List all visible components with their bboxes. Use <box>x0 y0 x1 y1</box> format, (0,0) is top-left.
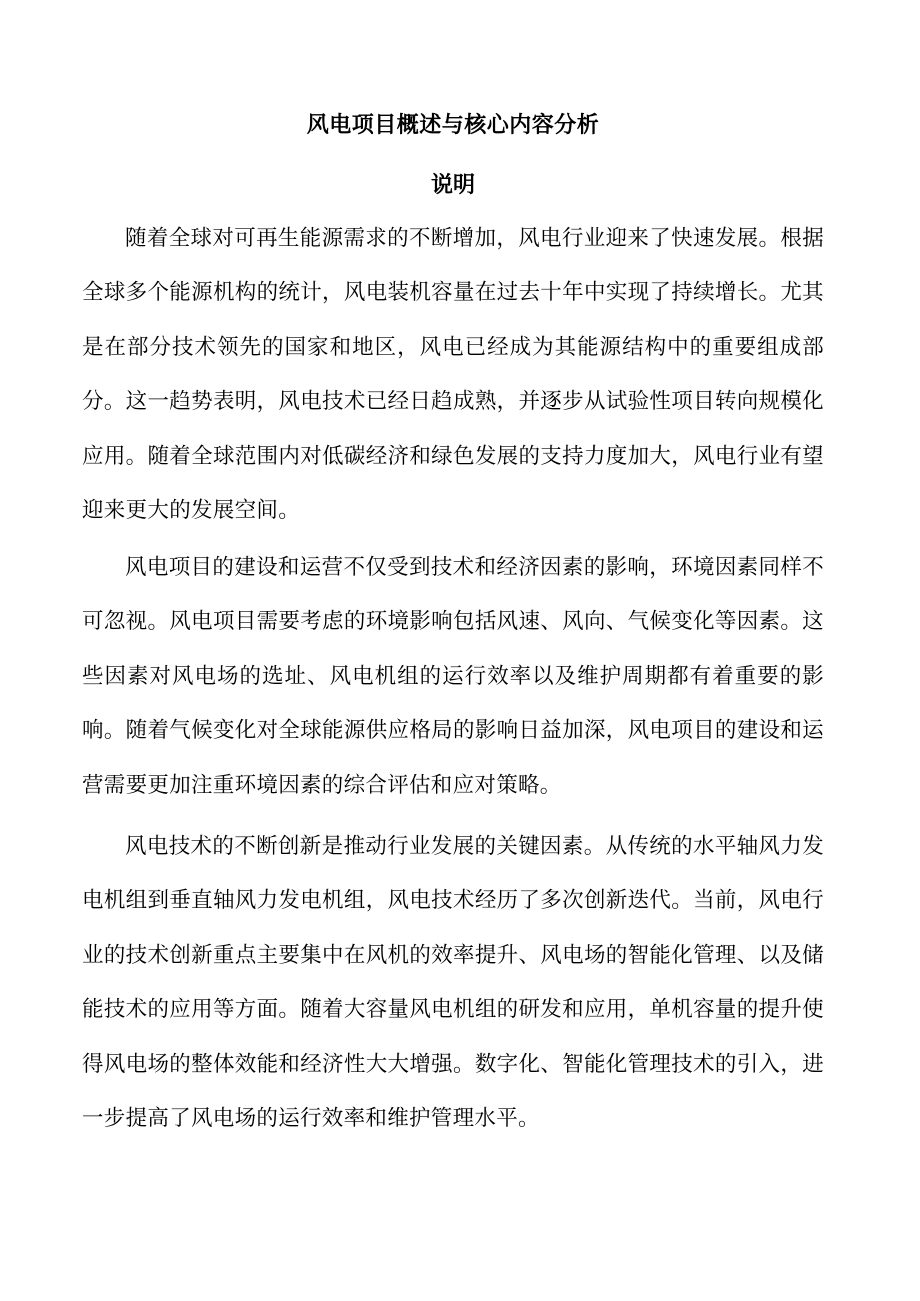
body-paragraph: 风电技术的不断创新是推动行业发展的关键因素。从传统的水平轴风力发电机组到垂直轴风力发电机组，风电技术经历了多次创新迭代。当前，风电行业的技术创新重点主要集中在风机的效率提升、风电场的智能化管理、以及储能技术的应用等方面。随着大容量风电机组的研发和应用，单机容量的提升使得风电场的整体效能和经济性大大增强。数字化、智能化管理技术的引入，进一步提高了风电场的运行效率和维护管理水平。 <box>82 834 824 1132</box>
body-paragraph: 风电项目的建设和运营不仅受到技术和经济因素的影响，环境因素同样不可忽视。风电项目需要考虑的环境影响包括风速、风向、气候变化等因素。这些因素对风电场的选址、风电机组的运行效率以及维护周期都有着重要的影响。随着气候变化对全球能源供应格局的影响日益加深，风电项目的建设和运营需要更加注重环境因素的综合评估和应对策略。 <box>82 555 824 798</box>
document-title: 风电项目概述与核心内容分析 <box>306 112 600 138</box>
body-paragraph: 随着全球对可再生能源需求的不断增加，风电行业迎来了快速发展。根据全球多个能源机构的统计，风电装机容量在过去十年中实现了持续增长。尤其是在部分技术领先的国家和地区，风电已经成为其能源结构中的重要组成部分。这一趋势表明，风电技术已经日趋成熟，并逐步从试验性项目转向规模化应用。随着全球范围内对低碳经济和绿色发展的支持力度加大，风电行业有望迎来更大的发展空间。 <box>82 226 824 524</box>
section-heading: 说明 <box>430 172 475 198</box>
